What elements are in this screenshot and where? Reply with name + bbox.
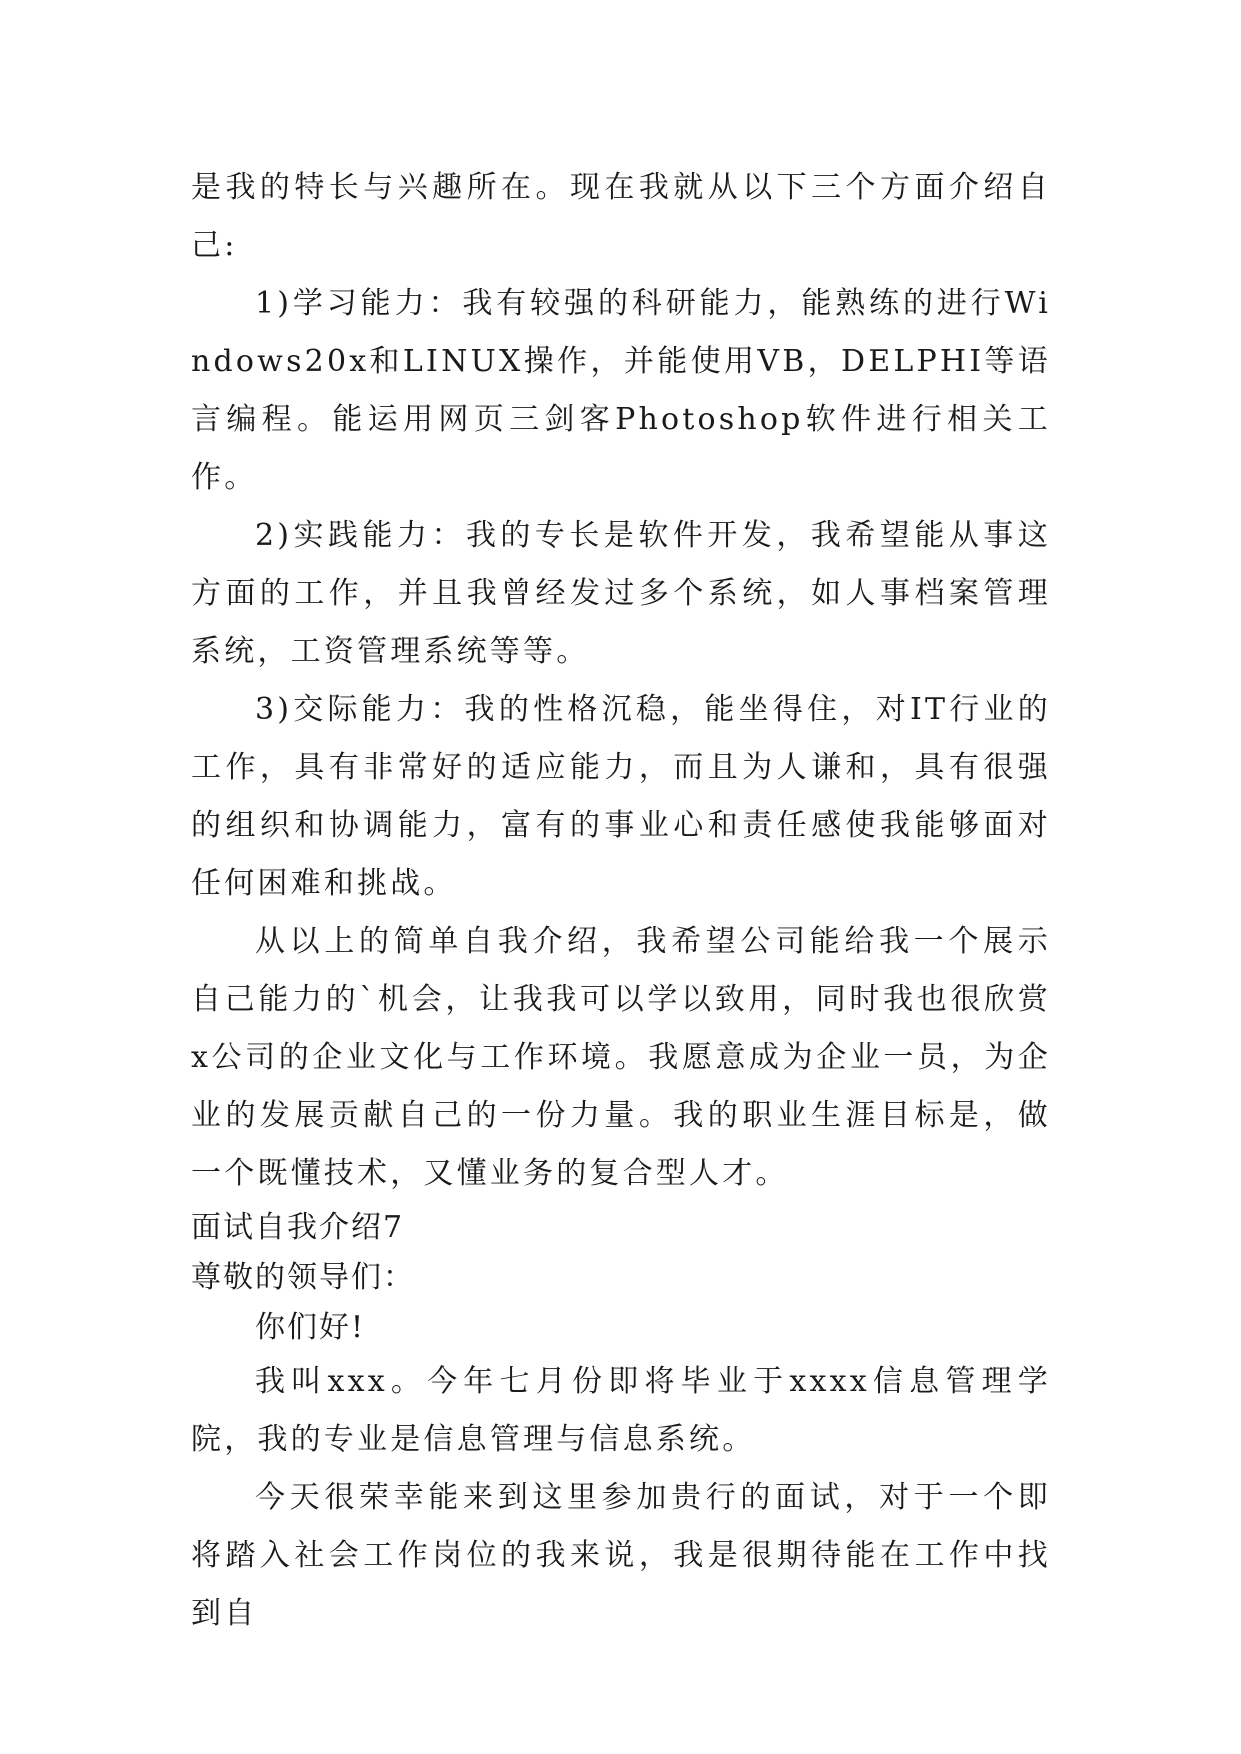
ability-item-learning: 1)学习能力：我有较强的科研能力，能熟练的进行Windows20x和LINUX操作，并能使用VB，DELPHI等语言编程。能运用网页三剑客Photoshop软件进行相关工作。	[191, 286, 1051, 495]
closing-paragraph: 从以上的简单自我介绍，我希望公司能给我一个展示自己能力的`机会，让我我可以学以致用，同时我也很欣赏x公司的企业文化与工作环境。我愿意成为企业一员，为企业的发展贡献自己的一份力量。我的职业生涯目标是，做一个既懂技术，又懂业务的复合型人才。	[191, 924, 1051, 1191]
salutation: 尊敬的领导们：	[191, 1260, 415, 1295]
section-title: 面试自我介绍7	[191, 1210, 405, 1245]
ability-item-social: 3)交际能力：我的性格沉稳，能坐得住，对IT行业的工作，具有非常好的适应能力，而且为人谦和，具有很强的组织和协调能力，富有的事业心和责任感使我能够面对任何困难和挑战。	[191, 692, 1051, 901]
ability-item-practice: 2)实践能力：我的专长是软件开发，我希望能从事这方面的工作，并且我曾经发过多个系统，如人事档案管理系统，工资管理系统等等。	[191, 518, 1051, 669]
interview-paragraph: 今天很荣幸能来到这里参加贵行的面试，对于一个即将踏入社会工作岗位的我来说，我是很期待能在工作中找到自	[191, 1480, 1051, 1631]
greeting: 你们好!	[255, 1310, 366, 1345]
document-body	[191, 159, 1051, 1643]
intro-line: 是我的特长与兴趣所在。现在我就从以下三个方面介绍自己:	[191, 170, 1051, 263]
self-intro-paragraph: 我叫xxx。今年七月份即将毕业于xxxx信息管理学院，我的专业是信息管理与信息系统。	[191, 1364, 1051, 1457]
